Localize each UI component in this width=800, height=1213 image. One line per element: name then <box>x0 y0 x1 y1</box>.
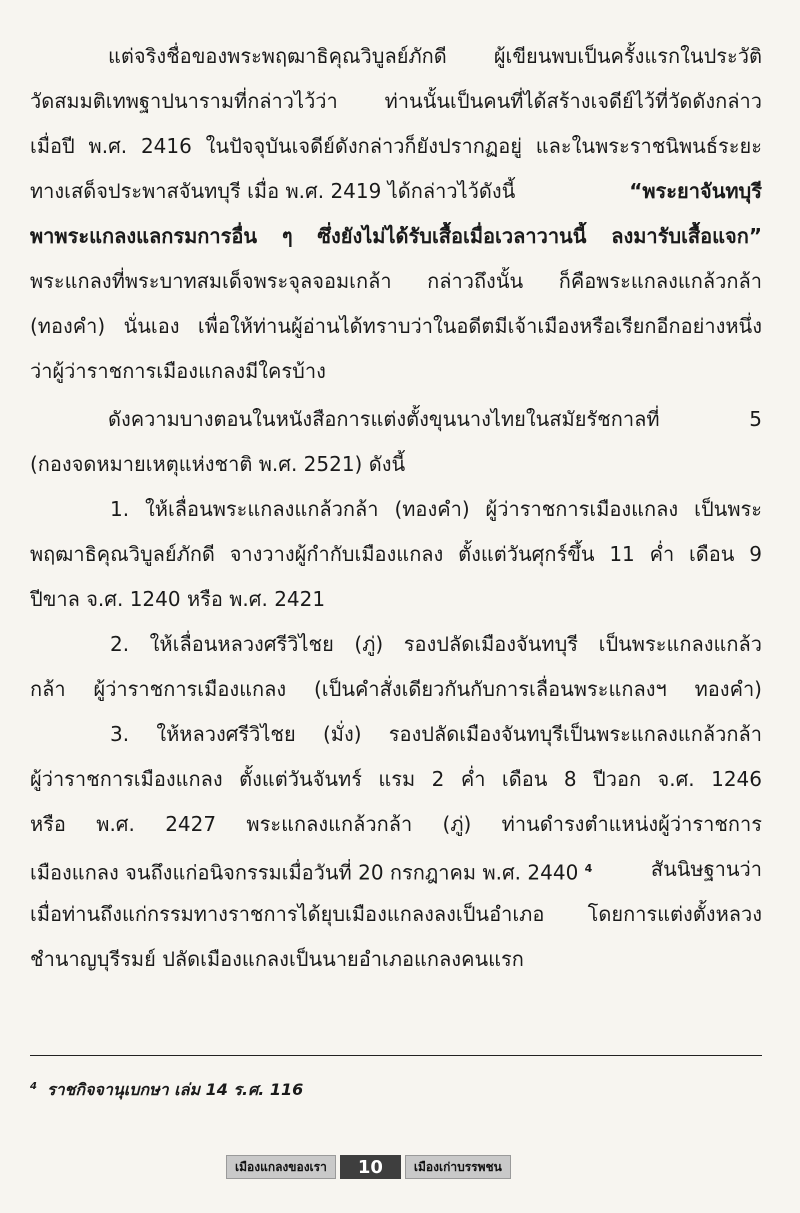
royal-quote-start: “พระยาจันทบุรี <box>629 179 762 203</box>
item-3-line-4-main: เมืองแกลง จนถึงแก่อนิจกรรมเมื่อวันที่ 20 กรกฎาคม พ.ศ. 2440 <box>30 860 579 885</box>
footnote-reference: 4 <box>584 862 593 875</box>
item-3-line-4-end: สันนิษฐานว่า <box>650 857 762 881</box>
paragraph-2-line-1: ดังความบางตอนในหนังสือการแต่งตั้งขุนนางไทยในสมัยรัชกาลที่ 5 <box>108 407 762 431</box>
paragraph-1-line-8: ว่าผู้ว่าราชการเมืองแกลงมีใครบ้าง <box>30 359 326 383</box>
item-3-line-4-text <box>30 855 592 887</box>
footnote-marker: 4 <box>30 1080 37 1092</box>
paragraph-2-line-2: (กองจดหมายเหตุแห่งชาติ พ.ศ. 2521) ดังนี้ <box>30 452 406 476</box>
item-3-line-2: ผู้ว่าราชการเมืองแกลง ตั้งแต่วันจันทร์ แรม 2 ค่ำ เดือน 8 ปีวอก จ.ศ. 1246 <box>30 767 762 791</box>
paragraph-1-line-4-text: ทางเสด็จประพาสจันทบุรี เมื่อ พ.ศ. 2419 ได้กล่าวไว้ดังนี้ <box>30 179 516 203</box>
footnote-divider <box>30 1055 762 1056</box>
item-2-line-2: กล้า ผู้ว่าราชการเมืองแกลง (เป็นคำสั่งเดียวกันกับการเลื่อนพระแกลงฯ ทองคำ) <box>30 677 762 701</box>
item-3-line-3: หรือ พ.ศ. 2427 พระแกลงแกล้วกล้า (ภู่) ท่านดำรงตำแหน่งผู้ว่าราชการ <box>30 812 762 836</box>
item-2-line-1: 2. ให้เลื่อนหลวงศรีวิไชย (ภู่) รองปลัดเมืองจันทบุรี เป็นพระแกลงแกล้ว <box>110 632 762 656</box>
royal-quote-line-2: พาพระแกลงแลกรมการอื่น ๆ ซึ่งยังไม่ได้รับเสื้อเมื่อเวลาวานนี้ ลงมารับเสื้อแจก” <box>30 224 762 248</box>
page-footer <box>226 1155 511 1179</box>
paragraph-1-line-7: (ทองคำ) นั่นเอง เพื่อให้ท่านผู้อ่านได้ทราบว่าในอดีตมีเจ้าเมืองหรือเรียกอีกอย่างหนึ่ง <box>30 314 762 338</box>
paragraph-1-line-1: แต่จริงชื่อของพระพฤฒาธิคุณวิบูลย์ภักดี ผู้เขียนพบเป็นครั้งแรกในประวัติ <box>108 44 762 68</box>
item-3-line-6: ชำนาญบุรีรมย์ ปลัดเมืองแกลงเป็นนายอำเภอแกลงคนแรก <box>30 947 524 971</box>
item-1-line-3: ปีขาล จ.ศ. 1240 หรือ พ.ศ. 2421 <box>30 587 326 611</box>
paragraph-1-line-3: เมื่อปี พ.ศ. 2416 ในปัจจุบันเจดีย์ดังกล่าวก็ยังปรากฏอยู่ และในพระราชนิพนธ์ระยะ <box>30 134 762 158</box>
paragraph-1-line-6: พระแกลงที่พระบาทสมเด็จพระจุลจอมเกล้า กล่าวถึงนั้น ก็คือพระแกลงแกล้วกล้า <box>30 269 762 293</box>
footnote <box>30 1078 303 1103</box>
footer-section-title: เมืองเก่าบรรพชน <box>405 1155 511 1179</box>
item-3-line-4 <box>30 855 762 887</box>
item-1-line-2: พฤฒาธิคุณวิบูลย์ภักดี จางวางผู้กำกับเมืองแกลง ตั้งแต่วันศุกร์ขึ้น 11 ค่ำ เดือน 9 <box>30 542 762 566</box>
footer-book-title: เมืองแกลงของเรา <box>226 1155 336 1179</box>
item-3-line-5: เมื่อท่านถึงแก่กรรมทางราชการได้ยุบเมืองแกลงลงเป็นอำเภอ โดยการแต่งตั้งหลวง <box>30 902 762 926</box>
item-1-line-1: 1. ให้เลื่อนพระแกลงแกล้วกล้า (ทองคำ) ผู้ว่าราชการเมืองแกลง เป็นพระ <box>110 497 762 521</box>
paragraph-1-line-2: วัดสมมติเทพฐาปนารามที่กล่าวไว้ว่า ท่านนั้นเป็นคนที่ได้สร้างเจดีย์ไว้ที่วัดดังกล่าว <box>30 89 762 113</box>
item-3-line-1: 3. ให้หลวงศรีวิไชย (มั่ง) รองปลัดเมืองจันทบุรีเป็นพระแกลงแกล้วกล้า <box>110 722 762 746</box>
footnote-text: ราชกิจจานุเบกษา เล่ม 14 ร.ศ. 116 <box>46 1080 304 1099</box>
paragraph-1-line-4 <box>30 177 762 205</box>
page-number: 10 <box>340 1155 401 1179</box>
